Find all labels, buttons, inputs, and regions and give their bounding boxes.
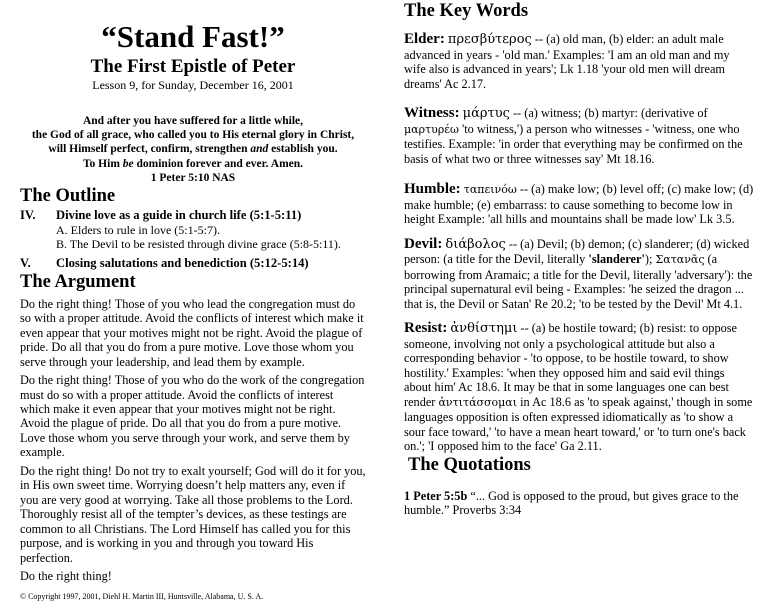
key-word-elder — [404, 32, 754, 91]
definition: 'to witness,') a person who witnesses - 'witness, one who testifies. Example: 'in order that everything may be confirmed on the basis of what two or three witnesses say' Mt 18.16. — [404, 121, 743, 166]
quotations-heading: The Quotations — [408, 454, 531, 475]
greek-word: μάρτυς — [462, 106, 510, 121]
outline-number: IV. — [20, 208, 36, 223]
key-word-devil — [404, 237, 754, 312]
quotation — [404, 489, 754, 518]
greek-word: ταπεινόω — [463, 183, 517, 196]
definition: -- (a) make low; (b) level off; (c) make low; (d) make humble; (e) embarrass: to cause something to become low in height Example: 'all hills and mountains shall be made low' Lk 3.5. — [404, 182, 754, 226]
greek-word: μαρτυρέω — [404, 122, 459, 136]
term: Humble: — [404, 181, 461, 197]
outline-title: Divine love as a guide in church life (5:1-5:11) — [56, 208, 302, 223]
outline-sub: A. Elders to rule in love (5:1-5:7). — [56, 223, 220, 238]
quotation-reference: 1 Peter 5:5b — [404, 488, 468, 503]
page-subtitle: The First Epistle of Peter — [90, 56, 296, 77]
outline-item — [20, 256, 366, 271]
outline-title: Closing salutations and benediction (5:12-5:14) — [56, 255, 309, 270]
verse-reference: 1 Peter 5:10 NAS — [150, 171, 236, 184]
greek-word: ἀντιτάσσομαι — [438, 395, 518, 409]
verse-line: To Him be dominion forever and ever. Amen. — [82, 157, 304, 170]
greek-word: Σατανᾶς — [655, 253, 705, 266]
quotation-text: “... God is opposed to the proud, but gives grace to the humble.” Proverbs 3:34 — [404, 488, 739, 517]
lesson-line: Lesson 9, for Sunday, December 16, 2001 — [92, 78, 294, 92]
term: Elder: — [404, 31, 445, 47]
verse-line: And after you have suffered for a little while, — [82, 115, 304, 127]
key-word-humble — [404, 182, 754, 227]
definition: ); — [644, 252, 656, 266]
page-title: “Stand Fast!” — [101, 19, 285, 54]
key-word-witness — [404, 106, 754, 166]
argument-paragraph: Do the right thing! — [20, 568, 112, 583]
greek-word: πρεσβύτερος — [447, 32, 532, 47]
definition: -- (a) old man, (b) elder: an adult male advanced in years - 'old man.' Examples: 'I am an old man and my wife also is advanced in years'; Lk 1.18 'your old men will dream dreams' Ac 2.17. — [404, 32, 730, 91]
definition-emphasis: 'slanderer' — [588, 252, 645, 266]
definition: -- (a) witness; (b) martyr: (derivative of — [509, 106, 708, 120]
definition: -- (a) Devil; (b) demon; (c) slanderer; (d) wicked person: (a title for the Devil, literally — [404, 236, 750, 266]
outline-number: V. — [20, 255, 31, 270]
left-column — [20, 0, 366, 602]
argument-paragraph: Do the right thing! Those of you who lead the congregation must do so with a proper attitude. Avoid the conflicts of interest which make it even appear that your motives might not be right. Avoid the plague of pride. Do all that you do from a pure motive. Love those whom you serve through your leadership, and lead them by example. — [20, 296, 364, 369]
key-words-heading: The Key Words — [404, 1, 529, 21]
outline-sub: B. The Devil to be resisted through divine grace (5:8-5:11). — [56, 237, 341, 252]
right-column — [404, 0, 754, 518]
copyright-notice: © Copyright 1997, 2001, Diehl H. Martin III, Huntsville, Alabama, U. S. A. — [20, 592, 264, 602]
definition: -- (a) be hostile toward; (b) resist: to oppose someone, involving not only a psychological attitude but also a corresponding behavior - 'to oppose, to be hostile toward, to show hostility.' Examples: 'when they opposed him and said evil things about him' Ac 18.6. It may be that in some languages one can best render — [404, 321, 738, 409]
term: Devil: — [404, 235, 443, 252]
argument-heading: The Argument — [20, 271, 136, 292]
verse-line: the God of all grace, who called you to His eternal glory in Christ, — [31, 129, 355, 142]
definition: (a borrowing from Aramaic; a title for the Devil, literally 'adversary'): the principal supernatural evil being - Examples: 'he seized the dragon ... that is, the Devil or Satan' Re 20.2; 'to be tested by the Devil' Mt 4.1. — [404, 252, 753, 311]
verse-line: will Himself perfect, confirm, strengthen and establish you. — [48, 143, 338, 156]
greek-word: ἀνθίστημι — [450, 321, 518, 336]
outline-heading: The Outline — [20, 186, 116, 207]
argument-paragraph: Do the right thing! Do not try to exalt yourself; God will do it for you, in His own sweet time. Worrying doesn’t help matters any, even if you are very good at worrying. Take all those problems to the Lord. Thoroughly resist all of the tempter’s devices, as these testings are common to all Christians. The Lord Himself has called you for this purpose, and is working in you and through you toward His perfection. — [20, 463, 366, 565]
term: Witness: — [404, 105, 460, 121]
argument-paragraph: Do the right thing! Those of you who do the work of the congregation must do so with a proper attitude. Avoid the conflicts of interest which make it even appear that your motives might not be right. Avoid the plague of pride. Do all that you do from a pure motive. Love those whom you serve through your work, and serve them by example. — [20, 373, 365, 460]
greek-word: διάβολος — [445, 236, 506, 252]
outline-item — [20, 208, 366, 252]
key-verse — [20, 114, 366, 185]
definition: in Ac 18.6 as 'to speak against,' though in some languages opposition is often expressed idiomatically as 'to show a sour face toward,' 'to have a mean heart toward,' or 'to turn one's back on.'; 'I opposed him to the face' Ga 2.11. — [404, 394, 753, 453]
key-word-resist — [404, 321, 754, 454]
term: Resist: — [404, 320, 448, 336]
